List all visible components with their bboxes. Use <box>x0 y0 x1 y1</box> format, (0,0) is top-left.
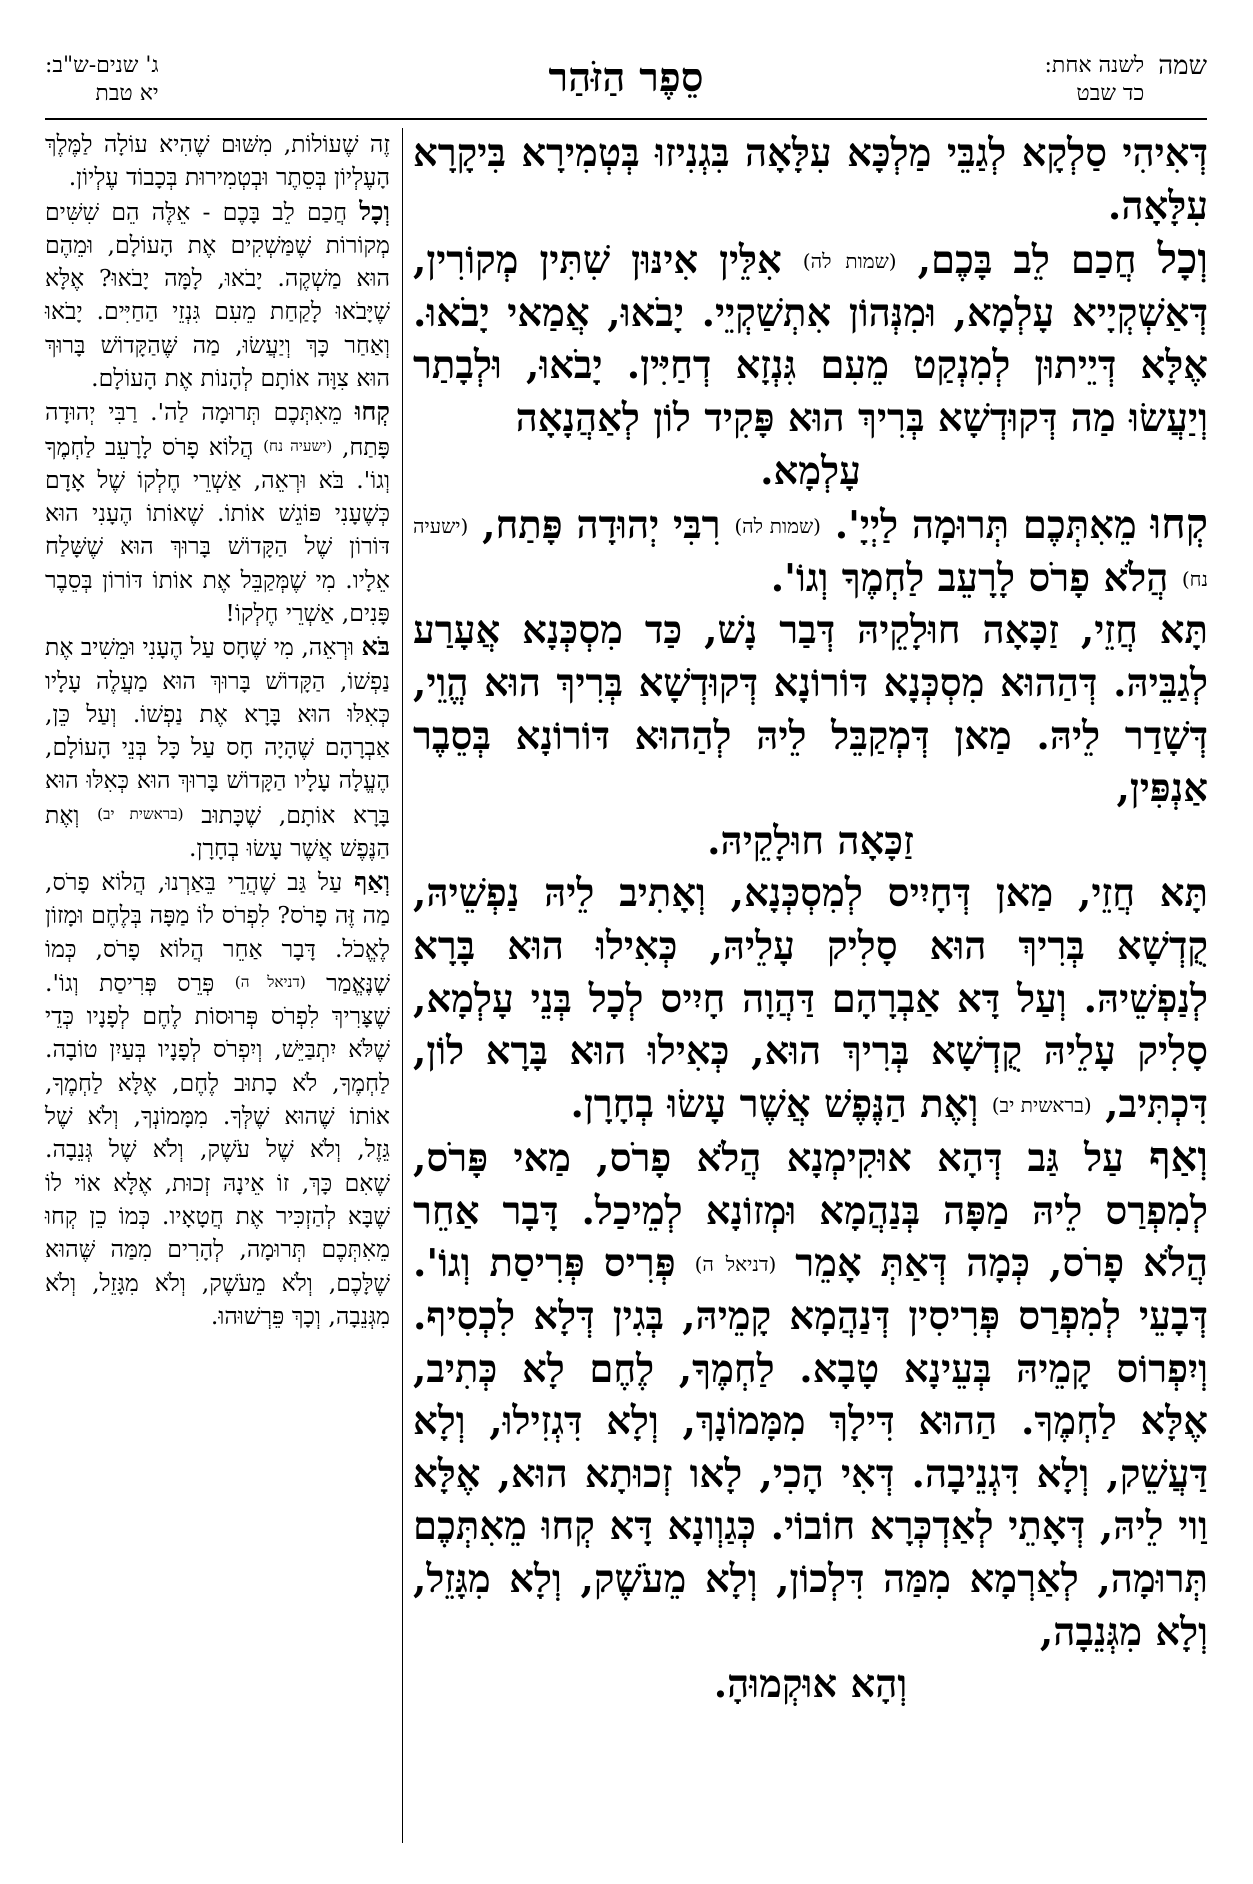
lead-word: וְכָל <box>359 195 390 226</box>
text-run: הֲלוֹא פָרֹס לָרָעֵב לַחְמֶךָ וְגוֹ'. בֹּא וּרְאֵה, אַשְׁרֵי חֶלְקוֹ שֶׁל אָדָם כְּשֶׁעָנִי פּוֹגֵשׁ אוֹתוֹ. שֶׁאוֹתוֹ הֶעָנִי הוּא דּוֹרוֹן שֶׁל הַקָּדוֹשׁ בָּרוּךְ הוּא שֶׁשָּׁלַח אֵלָיו. מִי שֶׁמְּקַבֵּל אֶת אוֹתוֹ דּוֹרוֹן בְּסֵבֶר פָּנִים, אַשְׁרֵי חֶלְקוֹ! <box>45 432 390 627</box>
main-paragraph-2 <box>413 233 1208 445</box>
text-run: וְאֶת הַנֶּפֶשׁ אֲשֶׁר עָשׂוּ בְחָרָן. <box>570 1081 992 1127</box>
page-header <box>45 52 1207 124</box>
text-run: תָּא חֲזֵי, מַאן דְּחָיִיס לְמִסְכְּנָא, וְאָתִיב לֵיהּ נַפְשֵׁיהּ, קֻדְשָׁא בְּרִיךְ הוּא סָלִיק עָלֵיהּ, כְּאִילוּ הוּא בָּרָא לְנַפְשֵׁיהּ. וְעַל דָּא אַבְרָהָם דַּהֲוָה חָיִיס לְכָל בְּנֵי עָלְמָא, סָלִיק עָלֵיהּ קֻדְשָׁא בְּרִיךְ הוּא, כְּאִילוּ הוּא בָּרָא לוֹן, דִּכְתִּיב, <box>413 871 1208 1127</box>
main-paragraph-6 <box>413 1131 1208 1659</box>
header-rule <box>45 118 1207 120</box>
lead-word: קְחוּ <box>1150 499 1208 549</box>
text-run: מֵאִתְּכֶם תְּרוּמָה לַיְיָ'. <box>820 503 1151 549</box>
main-paragraph-5 <box>413 868 1208 1131</box>
header-right-label: לשנה אחת: <box>1044 53 1145 78</box>
side-paragraph-2 <box>45 195 390 396</box>
lead-word: קְחוּ <box>354 396 390 427</box>
text-run: עַל גַּב שֶׁהֲרֵי בֵּאַרְנוּ, הֲלוֹא פָרֹס, מַה זֶּה פָרֹס? לִפְרֹס לוֹ מַפָּה בְּלֶחֶם וּמָזוֹן לֶאֱכֹל. דָּבָר אַחֵר הֲלוֹא פָרֹס, כְּמוֹ שֶׁנֶּאֱמַר <box>45 868 390 997</box>
column-divider <box>402 128 403 1843</box>
side-paragraph-3 <box>45 395 390 630</box>
header-left-date: יא טבת <box>95 81 159 106</box>
side-paragraph-1: זֶה שֶׁעוֹלוֹת, מִשּׁוּם שֶׁהִיא עוֹלָה לַמֶּלֶךְ הָעֶלְיוֹן בְּסֵתֶר וּבְטְמִירוּת בְּכָבוֹד עֶלְיוֹן. <box>45 130 390 192</box>
lead-word: וְאַף <box>1149 1132 1208 1182</box>
hebrew-translation-column <box>45 128 390 1333</box>
text-run: עַל גַּב דְּהָא אוּקִימְנָא הֲלֹא פָרֹס, מַאי פָּרֹס, לְמִפְרַס לֵיהּ מַפָּה בְּנַהֲמָא וּמְזוֹנָא לְמֵיכַל. דָּבָר אַחֵר הֲלֹא פָרֹס, כְּמָה דְּאַתְּ אָמֵר <box>413 1136 1208 1287</box>
main-paragraph-6-end: וְהָא אוּקְמוּהָ. <box>713 1662 908 1708</box>
verse-source: (דניאל ה) <box>694 1252 777 1277</box>
header-left-label: ג' שנים-ש"ב: <box>45 53 159 78</box>
text-run: מֵאִתְּכֶם תְּרוּמָה לַה'. רַבִּי יְהוּדָה פָּתַח, <box>45 398 390 461</box>
page-number: שמה <box>1158 51 1207 81</box>
verse-source: (בראשית יב) <box>991 1092 1092 1117</box>
text-run: הֲלֹא פָרֹס לָרָעֵב לַחְמֶךָ וְגוֹ'. <box>770 555 1182 601</box>
main-paragraph-1: דְּאִיהִי סַלְקָא לְגַבֵּי מַלְכָּא עִלָּאָה בִּגְנִיזוּ בְּטְמִירָא בִּיקָרָא עִלָּאָה. <box>413 131 1208 229</box>
book-title: סֵפֶר הַזֹּהַר <box>548 54 704 101</box>
main-paragraph-2-end: עָלְמָא. <box>760 448 861 494</box>
header-left <box>45 52 159 108</box>
header-right-date: כד שבט <box>1076 81 1145 106</box>
text-run: אִלֵּין אִינּוּן שִׁתִּין מְקוֹרִין, דְּאַשְׁקְיָיא עָלְמָא, וּמִנְּהוֹן אִתְשַׁקְיֵי. יָבֹאוּ, אֲמַאי יָבֹאוּ. אֶלָּא דְּיֵיתוּן לְמִנְקַט מֵעִם גִּנְזָא דְחַיִּין. יָבֹאוּ, וּלְבָתַר וְיַעֲשׂוּ מַה דְּקוּדְשָׁא בְּרִיךְ הוּא פָּקִיד לוֹן לְאַהֲנָאָה <box>413 238 1208 441</box>
verse-source: (ישעיה נח) <box>263 436 333 455</box>
lead-word: וְאַף <box>354 866 390 897</box>
text-run: חֲכַם לֵב בָּכֶם - אֵלֶּה הֵם שִׁשִּׁים מְקוֹרוֹת שֶׁמַּשְׁקִים אֶת הָעוֹלָם, וּמֵהֶם הוּא מַשְׁקֶה. יָבֹאוּ, לָמָּה יָבֹאוּ? אֶלָּא שֶׁיָּבֹאוּ לָקַחַת מֵעִם גִּנְזֵי הַחַיִּים. יָבֹאוּ וְאַחַר כָּךְ וְיַעֲשׂוּ, מַה שֶּׁהַקָּדוֹשׁ בָּרוּךְ הוּא צִוָּה אוֹתָם לְהָנוֹת אֶת הָעוֹלָם. <box>45 197 390 393</box>
verse-source: (ישעיה נח) <box>413 514 1208 591</box>
verse-source: (דניאל ה) <box>234 973 306 992</box>
lead-word: בֹּא <box>361 631 390 662</box>
verse-source: (בראשית יב) <box>97 804 184 823</box>
text-run: רִבִּי יְהוּדָה פָּתַח, <box>468 503 735 549</box>
text-run: חֲכַם לֵב בָּכֶם, <box>896 238 1158 284</box>
main-paragraph-4-end: זַכָּאָה חוּלָקֵיהּ. <box>707 818 914 864</box>
text-run: פְּרִיס פְּרִיסַת וְגוֹ'. דְּבָעֵי לְמִפְרַס פְּרִיסִין דְּנַהֲמָא קָמֵיהּ, בְּגִין דְּלָא לִכְסִיף. וְיִפְרוֹס קָמֵיהּ בְּעֵינָא טָבָא. לַחְמֶךָ, לֶחֶם לָא כְּתִיב, אֶלָּא לַחְמֶךָ. הַהוּא דִּילָךְ מִמָּמוֹנָךְ, וְלָא דִּגְזִילוּ, וְלָא דַּעֲשֵׁק, וְלָא דִּגְנֵיבָה. דְּאִי הָכִי, לָאו זְכוּתָא הוּא, אֶלָּא וַוי לֵיהּ, דְּאָתֵי לְאַדְכְּרָא חוֹבוֹי. כְּגַוְונָא דָּא קְחוּ מֵאִתְּכֶם תְּרוּמָה, לְאַרְמָא מִמַּה דִּלְכוֹן, וְלָא מֵעֹשֶׁק, וְלָא מִגָּזֵל, וְלָא מִגְּנֵבָה, <box>413 1241 1208 1655</box>
side-paragraph-4 <box>45 630 390 865</box>
lead-word: וְכָל <box>1157 234 1208 284</box>
text-run: פְּרֵס פְּרִיסַת וְגוֹ'. שֶׁצָּרִיךְ לִפְרֹס פְּרוּסוֹת לֶחֶם לְפָנָיו כְּדֵי שֶׁלֹּא יִתְבַּיֵּשׁ, וְיִפְרֹס לְפָנָיו בְּעַיִן טוֹבָה. לַחְמֶךָ, לֹא כָתוּב לֶחֶם, אֶלָּא לַחְמֶךָ, אוֹתוֹ שֶׁהוּא שֶׁלְּךָ. מִמָּמוֹנְךָ, וְלֹא שֶׁל גֵּזֶל, וְלֹא שֶׁל עֹשֶׁק, וְלֹא שֶׁל גְּנֵבָה. שֶׁאִם כָּךְ, זוֹ אֵינָהּ זְכוּת, אֶלָּא אוֹי לוֹ שֶׁבָּא לְהַזְכִּיר אֶת חֲטָאָיו. כְּמוֹ כֵן קְחוּ מֵאִתְּכֶם תְּרוּמָה, לְהָרִים מִמַּה שֶּׁהוּא שֶׁלָּכֶם, וְלֹא מֵעֹשֶׁק, וְלֹא מִגָּזֵל, וְלֹא מִגְּנֵבָה, וְכָךְ פֵּרְשׁוּהוּ. <box>45 968 390 1330</box>
verse-source: (שמות לה) <box>802 249 897 274</box>
aramaic-main-column <box>413 128 1208 1712</box>
side-paragraph-5 <box>45 865 390 1333</box>
verse-source: (שמות לה) <box>734 514 821 539</box>
main-paragraph-3 <box>413 498 1208 605</box>
text-run: וְאֶת הַנֶּפֶשׁ אֲשֶׁר עָשׂוּ בְחָרָן. <box>45 800 390 862</box>
text-run: וּרְאֵה, מִי שֶׁחָס עַל הֶעָנִי וּמֵשִׁיב אֶת נַפְשׁוֹ, הַקָּדוֹשׁ בָּרוּךְ הוּא מַעֲלֶה עָלָיו כְּאִלּוּ הוּא בָּרָא אֶת נַפְשׁוֹ. וְעַל כֵּן, אַבְרָהָם שֶׁהָיָה חָס עַל כָּל בְּנֵי הָעוֹלָם, הֶעֱלָה עָלָיו הַקָּדוֹשׁ בָּרוּךְ הוּא כְּאִלּוּ הוּא בָּרָא אוֹתָם, שֶׁכָּתוּב <box>45 633 391 829</box>
main-paragraph-4: תָּא חֲזֵי, זַכָּאָה חוּלָקֵיהּ דְּבַר נָשׁ, כַּד מִסְכְּנָא אֲעָרַע לְגַבֵּיהּ. דְּהַהוּא מִסְכְּנָא דּוֹרוֹנָא דְּקוּדְשָׁא בְּרִיךְ הוּא הֱוֵי, דְּשָׁדַר לֵיהּ. מַאן דְּמְקַבֵּל לֵיהּ לְהַהוּא דּוֹרוֹנָא בְּסֵבֶר אַנְפִּין, <box>413 608 1208 812</box>
